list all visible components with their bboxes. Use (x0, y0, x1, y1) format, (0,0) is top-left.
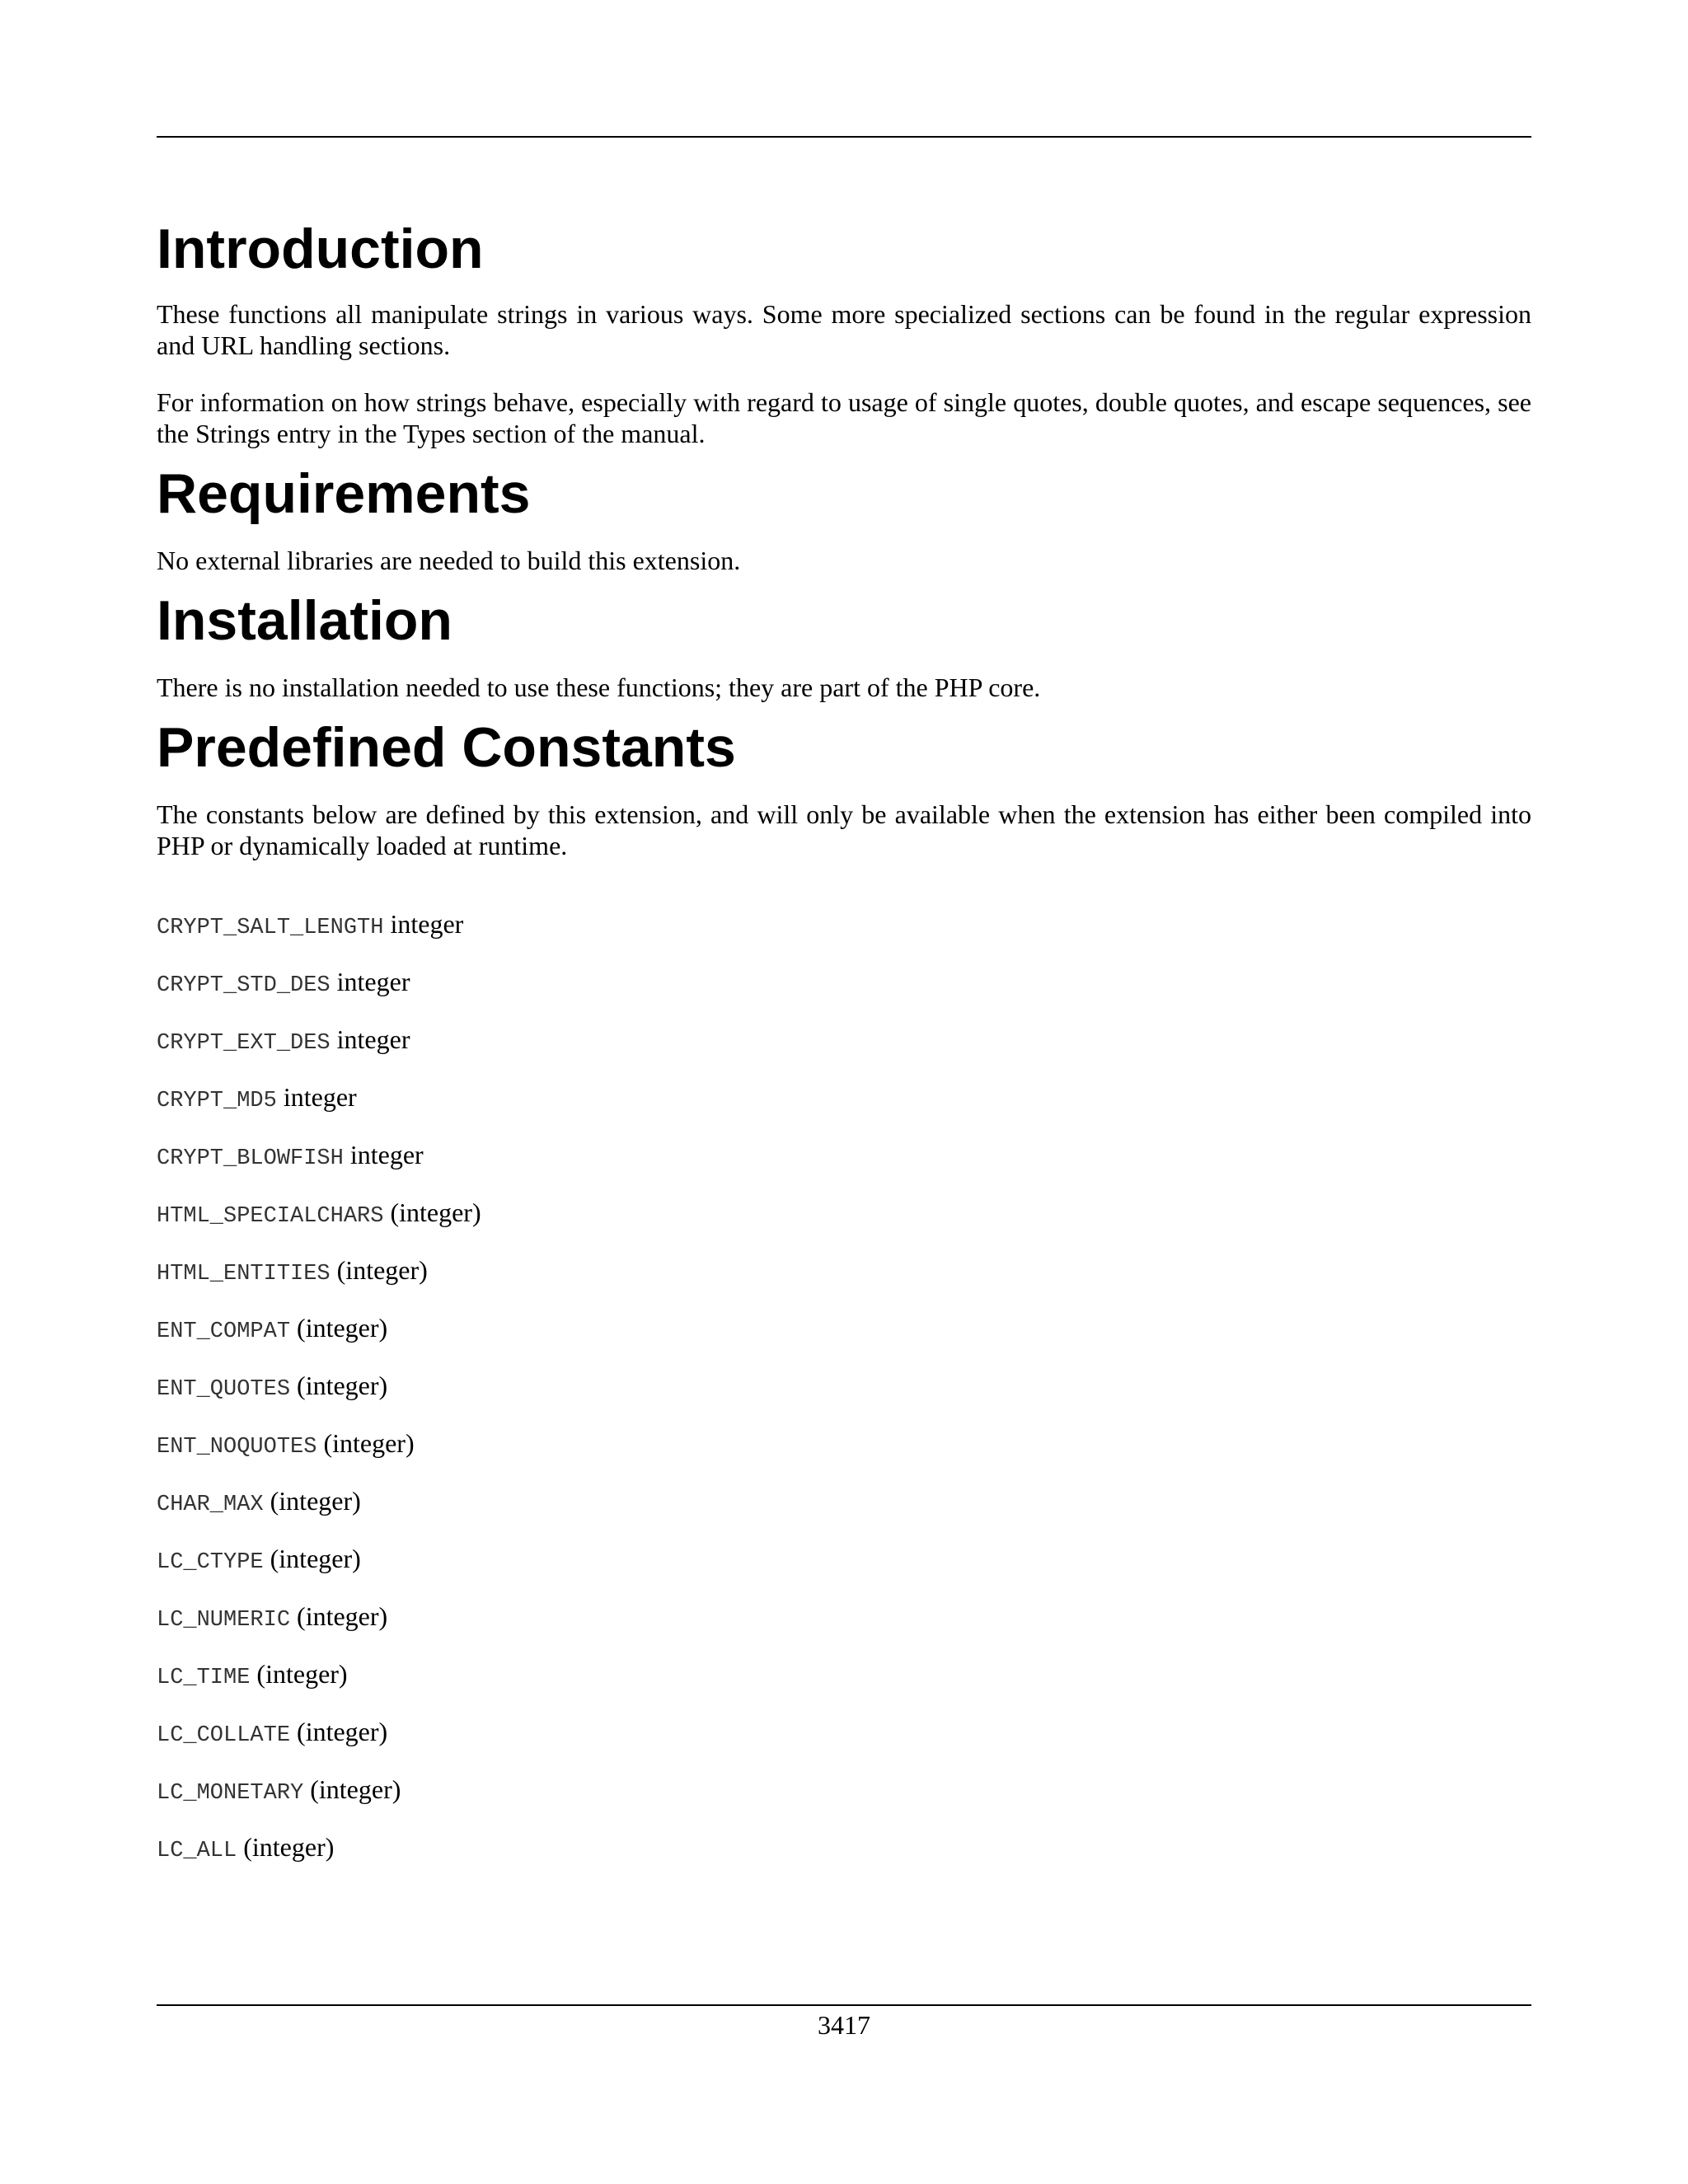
constant-name: CRYPT_BLOWFISH (157, 1146, 344, 1171)
introduction-paragraph: For information on how strings behave, especially with regard to usage of single quotes, double quotes, and escape sequences, see the Strings entry in the Types section of the manual. (157, 387, 1531, 448)
constant-item (157, 1831, 1531, 1889)
requirements-paragraph: No external libraries are needed to build this extension. (157, 546, 741, 575)
constant-item (157, 966, 1531, 1024)
constant-item (157, 1485, 1531, 1543)
constant-name: CRYPT_EXT_DES (157, 1031, 331, 1056)
constant-name: HTML_ENTITIES (157, 1262, 331, 1286)
constant-name: CRYPT_STD_DES (157, 973, 331, 998)
constant-type: integer (390, 909, 464, 939)
constant-type: (integer) (256, 1659, 348, 1689)
constant-name: CRYPT_MD5 (157, 1089, 277, 1113)
constants-list (157, 908, 1531, 1889)
constant-type: (integer) (310, 1774, 401, 1804)
constant-type: (integer) (390, 1197, 481, 1227)
constant-name: LC_COLLATE (157, 1723, 291, 1748)
constant-name: ENT_QUOTES (157, 1377, 291, 1402)
requirements-heading: Requirements (157, 462, 531, 525)
introduction-heading: Introduction (157, 218, 484, 280)
constant-type: (integer) (323, 1428, 415, 1458)
constant-item (157, 908, 1531, 966)
constant-name: LC_MONETARY (157, 1781, 304, 1806)
constant-name: ENT_NOQUOTES (157, 1435, 317, 1460)
constant-name: LC_ALL (157, 1839, 237, 1863)
predefined-constants-paragraph: The constants below are defined by this extension, and will only be available when the extension has either been compiled into PHP or dynamically loaded at runtime. (157, 799, 1531, 860)
installation-paragraph: There is no installation needed to use these functions; they are part of the PHP core. (157, 673, 1041, 702)
constant-item (157, 1601, 1531, 1658)
constant-item (157, 1658, 1531, 1716)
constant-name: HTML_SPECIALCHARS (157, 1204, 384, 1229)
predefined-constants-heading: Predefined Constants (157, 716, 736, 779)
constant-name: CHAR_MAX (157, 1493, 264, 1517)
constant-item (157, 1716, 1531, 1774)
constant-item (157, 1081, 1531, 1139)
constant-item (157, 1024, 1531, 1081)
header-rule (157, 136, 1531, 138)
constant-item (157, 1543, 1531, 1601)
constant-type: (integer) (270, 1544, 361, 1573)
constant-item (157, 1254, 1531, 1312)
footer-rule (157, 2004, 1531, 2006)
constant-item (157, 1312, 1531, 1370)
constant-type: integer (336, 967, 410, 996)
constant-name: LC_NUMERIC (157, 1608, 291, 1633)
constant-type: (integer) (243, 1832, 335, 1862)
constant-type: (integer) (297, 1313, 388, 1343)
page-content (157, 216, 1531, 1889)
constant-type: integer (336, 1024, 410, 1054)
constant-item (157, 1197, 1531, 1254)
installation-heading: Installation (157, 589, 452, 652)
constant-type: integer (283, 1082, 357, 1112)
constant-type: integer (349, 1140, 424, 1169)
constant-type: (integer) (270, 1486, 361, 1516)
constant-item (157, 1139, 1531, 1197)
constant-type: (integer) (297, 1371, 388, 1400)
constant-type: (integer) (297, 1601, 388, 1631)
introduction-paragraph: These functions all manipulate strings in various ways. Some more specialized sections can be found in the regular expression and URL handling sections. (157, 299, 1531, 360)
constant-item (157, 1774, 1531, 1831)
constant-type: (integer) (336, 1255, 428, 1285)
constant-name: CRYPT_SALT_LENGTH (157, 916, 384, 940)
constant-item (157, 1427, 1531, 1485)
page-number: 3417 (818, 2010, 870, 2040)
constant-name: ENT_COMPAT (157, 1319, 291, 1344)
constant-name: LC_TIME (157, 1666, 251, 1690)
constant-name: LC_CTYPE (157, 1550, 264, 1575)
constant-item (157, 1370, 1531, 1427)
constant-type: (integer) (297, 1717, 388, 1746)
